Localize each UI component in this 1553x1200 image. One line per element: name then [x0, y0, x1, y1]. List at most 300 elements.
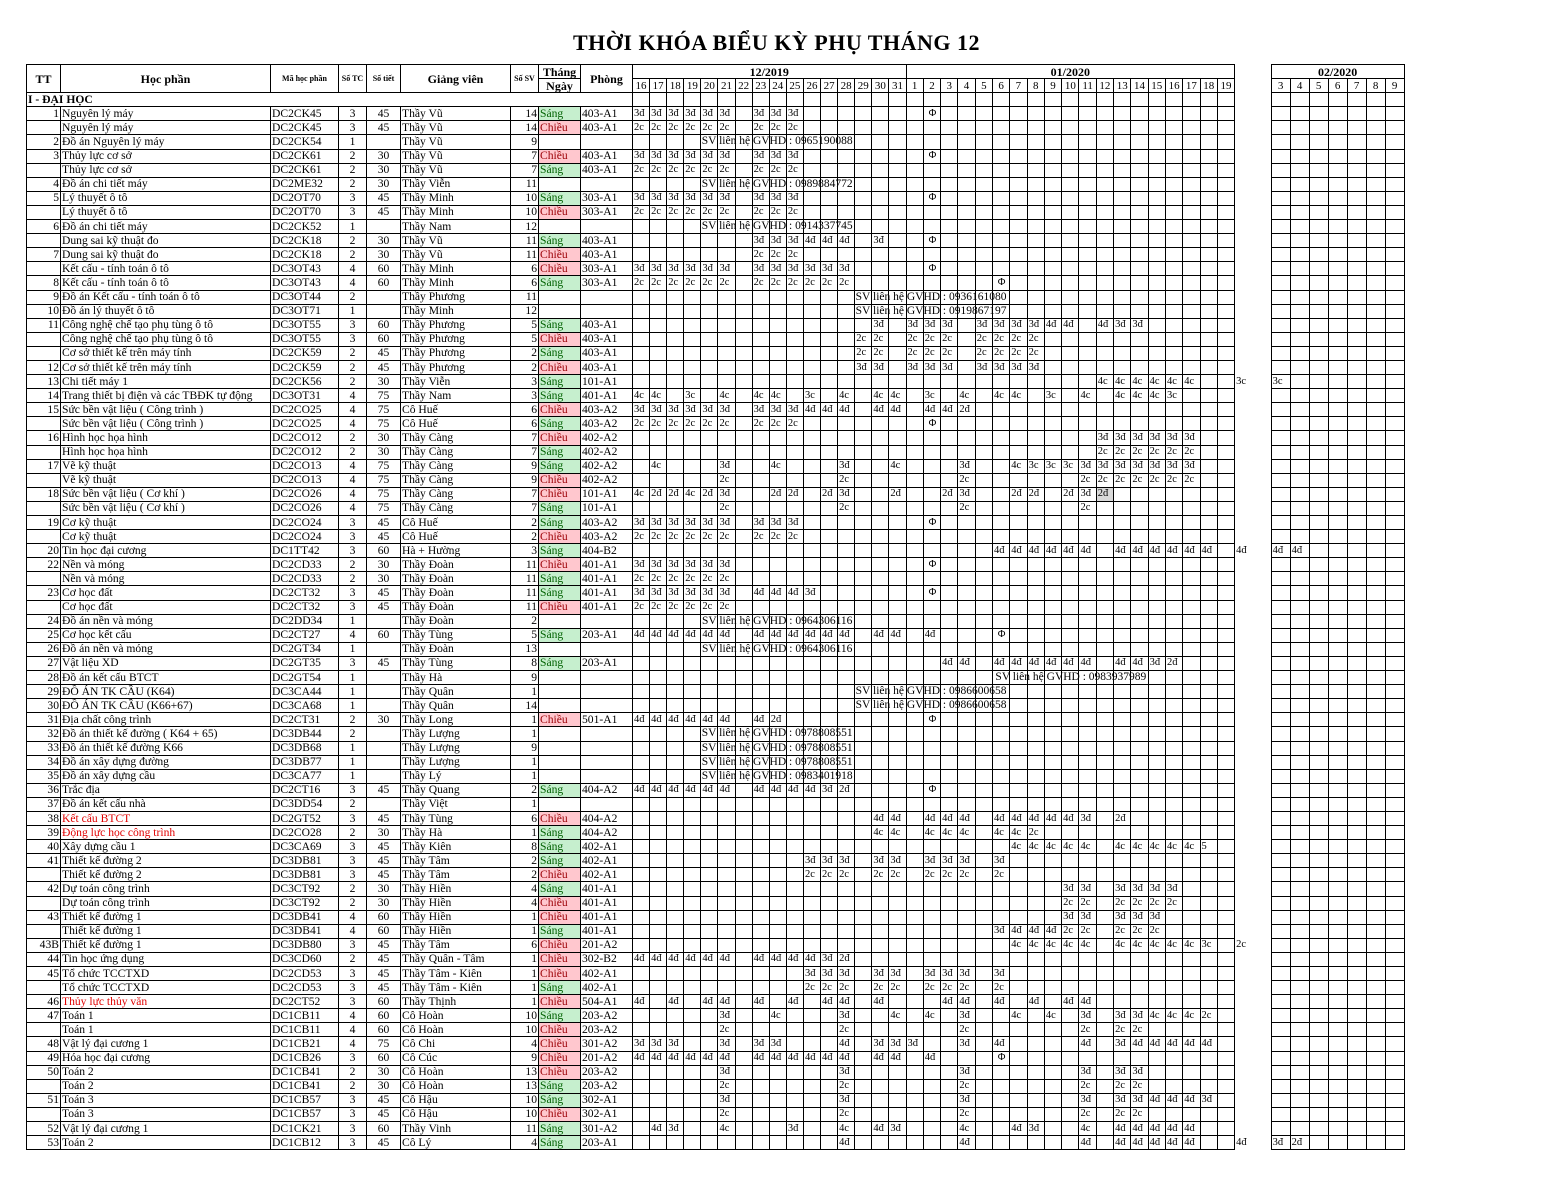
day-cell	[1200, 163, 1217, 177]
day-cell	[1200, 642, 1217, 656]
day-cell	[855, 995, 872, 1009]
day-cell	[1062, 642, 1079, 656]
day-cell	[923, 276, 940, 290]
day-cell	[735, 1093, 752, 1107]
day-cell	[1347, 220, 1366, 234]
day-cell	[803, 107, 820, 121]
day-cell	[769, 304, 786, 318]
day-cell-session: 4c	[1044, 938, 1061, 952]
day-cell	[1114, 868, 1131, 882]
day-cell	[1290, 318, 1309, 332]
day-cell	[1010, 220, 1027, 234]
day-cell	[1200, 755, 1217, 769]
day-cell	[633, 1023, 650, 1037]
day-cell	[1044, 417, 1061, 431]
day-cell	[1271, 642, 1290, 656]
row-session: Sáng	[539, 163, 581, 177]
day-cell	[1290, 840, 1309, 854]
table-row	[27, 205, 1405, 219]
day-cell	[1010, 516, 1027, 530]
day-cell	[684, 501, 701, 515]
day-cell	[1347, 1065, 1366, 1079]
day-cell	[889, 93, 906, 107]
day-cell	[650, 741, 667, 755]
day-cell	[889, 1079, 906, 1093]
day-cell	[735, 854, 752, 868]
day-cell	[1165, 487, 1182, 501]
day-cell	[1385, 234, 1404, 248]
day-cell	[923, 93, 940, 107]
row-room: 401-A1	[581, 586, 633, 600]
day-cell-session: 4c	[838, 389, 855, 403]
row-students: 6	[511, 938, 539, 952]
day-cell-session: 3đ	[650, 558, 667, 572]
row-students: 1	[511, 727, 539, 741]
day-cell	[1217, 981, 1234, 995]
day-cell	[1079, 276, 1096, 290]
day-cell	[1096, 403, 1113, 417]
day-cell	[803, 910, 820, 924]
day-cell	[1200, 121, 1217, 135]
col-so-tc: Số TC	[339, 65, 367, 93]
row-course-code: DC2GT35	[271, 656, 339, 670]
day-cell	[1200, 981, 1217, 995]
day-cell	[1183, 220, 1200, 234]
day-cell	[1044, 769, 1061, 783]
table-row	[27, 1079, 1405, 1093]
day-cell	[769, 699, 786, 713]
day-cell	[803, 205, 820, 219]
day-cell-session: 4đ	[889, 1051, 906, 1065]
day-cell-session: 2c	[786, 248, 803, 262]
day-cell	[1217, 586, 1234, 600]
row-credits: 2	[339, 896, 367, 910]
day-cell	[1217, 826, 1234, 840]
day-cell-session: 2c	[650, 600, 667, 614]
day-cell	[701, 248, 718, 262]
day-cell	[667, 840, 684, 854]
day-cell	[1148, 487, 1165, 501]
day-cell	[941, 445, 958, 459]
day-cell-session: 3đ	[633, 149, 650, 163]
day-cell	[838, 713, 855, 727]
day-cell-session: 2c	[650, 572, 667, 586]
day-cell	[1044, 149, 1061, 163]
row-room	[581, 755, 633, 769]
day-cell	[1010, 121, 1027, 135]
day-cell-session: 4đ	[992, 544, 1009, 558]
day-cell	[1309, 276, 1328, 290]
day-cell-session: 4đ	[1027, 656, 1044, 670]
row-session: Chiều	[539, 262, 581, 276]
table-row	[27, 107, 1405, 121]
day-cell	[1183, 234, 1200, 248]
row-tt: 7	[27, 248, 61, 262]
day-cell	[1114, 403, 1131, 417]
day-cell-session: 4c	[1165, 1009, 1182, 1023]
day-cell	[735, 544, 752, 558]
row-course-name: Đồ án thiết kế đường ( K64 + 65)	[61, 727, 271, 741]
day-cell	[1165, 769, 1182, 783]
day-cell	[975, 1065, 992, 1079]
day-cell	[786, 981, 803, 995]
row-students: 10	[511, 191, 539, 205]
day-cell	[906, 1065, 923, 1079]
day-cell	[1385, 1037, 1404, 1051]
day-cell	[1062, 1079, 1079, 1093]
day-cell-session: 2đ	[1114, 811, 1131, 825]
day-cell-session: 4đ	[752, 628, 769, 642]
day-cell	[701, 1065, 718, 1079]
day-cell-session: 2c	[769, 205, 786, 219]
day-cell	[1131, 121, 1148, 135]
day-cell-session: 3đ	[667, 262, 684, 276]
day-cell	[1010, 1136, 1027, 1150]
day-cell	[1200, 360, 1217, 374]
row-session	[539, 290, 581, 304]
day-cell-session: 4c	[1131, 938, 1148, 952]
day-cell	[1217, 938, 1234, 952]
day-cell	[1062, 177, 1079, 191]
day-cell-session: 4đ	[992, 656, 1009, 670]
day-cell	[1079, 431, 1096, 445]
row-session	[539, 671, 581, 685]
row-course-code: DC1CB41	[271, 1065, 339, 1079]
day-cell	[872, 248, 889, 262]
day-cell	[1347, 516, 1366, 530]
row-room: 201-A2	[581, 1051, 633, 1065]
day-cell-session: 3đ	[667, 403, 684, 417]
day-cell-session: 3đ	[821, 854, 838, 868]
day-cell	[1148, 685, 1165, 699]
day-cell	[1385, 332, 1404, 346]
day-cell-session: 2c	[684, 276, 701, 290]
day-cell	[1217, 487, 1234, 501]
day-cell-session: 4đ	[1062, 656, 1079, 670]
row-course-code: DC2CO12	[271, 445, 339, 459]
day-cell	[735, 628, 752, 642]
day-cell	[667, 882, 684, 896]
table-row	[27, 685, 1405, 699]
day-cell-session: 3đ	[718, 1009, 735, 1023]
row-course-name: Cơ học kết cấu	[61, 628, 271, 642]
day-cell	[855, 1009, 872, 1023]
row-lecturer: Thầy Đoàn	[401, 642, 511, 656]
day-cell-session: 4c	[1079, 938, 1096, 952]
day-cell	[769, 685, 786, 699]
col-phong: Phòng	[581, 65, 633, 93]
day-cell	[1114, 191, 1131, 205]
day-cell	[735, 924, 752, 938]
day-cell-session: 2c	[975, 346, 992, 360]
day-header: 17	[650, 79, 667, 93]
day-cell	[1044, 826, 1061, 840]
day-cell-session: 2c	[718, 530, 735, 544]
day-cell	[1290, 234, 1309, 248]
day-cell	[1347, 1136, 1366, 1150]
day-cell-session: 4đ	[872, 995, 889, 1009]
day-cell	[855, 811, 872, 825]
day-cell	[1309, 1051, 1328, 1065]
day-cell-session: 3đ	[633, 516, 650, 530]
row-students: 3	[511, 544, 539, 558]
day-cell	[1309, 459, 1328, 473]
day-cell	[650, 924, 667, 938]
row-students: 1	[511, 769, 539, 783]
row-lecturer: Thầy Việt	[401, 797, 511, 811]
row-students: 7	[511, 487, 539, 501]
row-lecturer: Thầy Vũ	[401, 121, 511, 135]
day-cell-session: 4đ	[889, 403, 906, 417]
row-course-name: Đồ án Nguyên lý máy	[61, 135, 271, 149]
day-cell-session: 3đ	[667, 558, 684, 572]
day-cell	[821, 558, 838, 572]
day-cell	[1114, 346, 1131, 360]
day-cell	[1183, 614, 1200, 628]
day-cell	[821, 501, 838, 515]
row-students: 7	[511, 163, 539, 177]
day-cell-session: 4đ	[1165, 1136, 1182, 1150]
row-students: 1	[511, 910, 539, 924]
day-cell-session: 2c	[718, 1023, 735, 1037]
day-cell	[1027, 882, 1044, 896]
day-cell	[633, 910, 650, 924]
day-cell	[1183, 1107, 1200, 1121]
day-cell-session: 2c	[718, 473, 735, 487]
day-cell	[1131, 304, 1148, 318]
day-cell	[855, 868, 872, 882]
day-cell	[838, 924, 855, 938]
day-cell	[684, 360, 701, 374]
row-periods: 45	[367, 107, 401, 121]
day-cell	[1385, 840, 1404, 854]
day-cell-session: 2c	[889, 981, 906, 995]
day-cell	[1200, 93, 1217, 107]
day-cell	[1079, 248, 1096, 262]
day-cell	[1096, 1136, 1113, 1150]
day-cell	[855, 459, 872, 473]
day-cell	[1309, 431, 1328, 445]
day-cell	[1290, 163, 1309, 177]
day-cell-session: 3đ	[786, 107, 803, 121]
day-cell	[1309, 1079, 1328, 1093]
day-cell	[1200, 107, 1217, 121]
row-tt: 23	[27, 586, 61, 600]
day-cell	[718, 882, 735, 896]
day-cell	[1165, 741, 1182, 755]
day-cell	[1235, 1079, 1272, 1093]
day-cell	[1027, 713, 1044, 727]
row-tt	[27, 1107, 61, 1121]
row-session: Chiều	[539, 1107, 581, 1121]
row-tt: 9	[27, 290, 61, 304]
day-cell	[821, 445, 838, 459]
day-cell	[735, 107, 752, 121]
day-cell	[975, 854, 992, 868]
day-cell	[1290, 403, 1309, 417]
day-cell	[906, 938, 923, 952]
day-cell	[1010, 797, 1027, 811]
day-cell	[701, 93, 718, 107]
day-cell	[872, 882, 889, 896]
day-cell	[1165, 1023, 1182, 1037]
day-cell	[1096, 783, 1113, 797]
day-cell	[1271, 1093, 1290, 1107]
day-cell	[650, 318, 667, 332]
day-cell	[786, 840, 803, 854]
day-cell-session: 2c	[855, 332, 872, 346]
day-cell	[633, 755, 650, 769]
day-cell	[701, 473, 718, 487]
day-cell	[1044, 332, 1061, 346]
day-cell	[1062, 854, 1079, 868]
day-cell-session: 2c	[1131, 1023, 1148, 1037]
day-cell	[701, 290, 718, 304]
day-cell	[906, 417, 923, 431]
day-cell	[1183, 656, 1200, 670]
day-cell	[769, 93, 786, 107]
day-cell-session: 2đ	[769, 487, 786, 501]
day-cell	[769, 910, 786, 924]
day-cell-session: 2c	[992, 332, 1009, 346]
day-cell-session: 4c	[1027, 938, 1044, 952]
day-cell	[1131, 487, 1148, 501]
day-cell	[633, 882, 650, 896]
row-lecturer: Hà + Hường	[401, 544, 511, 558]
day-cell	[1148, 755, 1165, 769]
day-cell-session: 4đ	[923, 1051, 940, 1065]
day-cell	[1328, 220, 1347, 234]
day-cell	[872, 375, 889, 389]
day-cell	[735, 558, 752, 572]
day-cell	[838, 572, 855, 586]
day-cell-session: 4c	[1131, 389, 1148, 403]
row-course-code: DC1CB21	[271, 1037, 339, 1051]
day-cell	[958, 614, 975, 628]
day-cell	[667, 473, 684, 487]
day-cell	[803, 671, 820, 685]
day-cell-session: 2đ	[1165, 656, 1182, 670]
day-cell	[975, 797, 992, 811]
day-cell	[684, 304, 701, 318]
day-cell	[1290, 600, 1309, 614]
day-cell	[889, 220, 906, 234]
day-cell	[735, 304, 752, 318]
day-cell	[1148, 868, 1165, 882]
day-cell	[1096, 360, 1113, 374]
day-cell-session: 4đ	[684, 952, 701, 966]
day-cell-session: 4đ	[1010, 924, 1027, 938]
table-row	[27, 896, 1405, 910]
day-cell	[667, 656, 684, 670]
day-cell	[1148, 501, 1165, 515]
day-cell	[684, 1107, 701, 1121]
day-cell-session: 3đ	[1027, 1122, 1044, 1136]
day-gap	[1235, 79, 1272, 93]
day-cell	[1183, 952, 1200, 966]
day-cell	[1347, 840, 1366, 854]
row-tt: 1	[27, 107, 61, 121]
day-cell	[1062, 220, 1079, 234]
day-cell-session: 2c	[667, 276, 684, 290]
day-cell	[855, 487, 872, 501]
day-cell	[889, 375, 906, 389]
row-students: 2	[511, 783, 539, 797]
day-cell	[975, 262, 992, 276]
day-cell	[735, 121, 752, 135]
day-cell	[855, 840, 872, 854]
table-row	[27, 191, 1405, 205]
row-periods: 45	[367, 783, 401, 797]
day-cell	[1217, 375, 1234, 389]
day-cell	[1217, 910, 1234, 924]
day-cell	[1385, 952, 1404, 966]
day-cell	[1366, 1122, 1385, 1136]
day-cell	[735, 205, 752, 219]
day-cell	[752, 868, 769, 882]
day-cell	[786, 868, 803, 882]
row-tt: 38	[27, 811, 61, 825]
row-tt: 45	[27, 967, 61, 981]
day-cell	[1309, 685, 1328, 699]
day-cell-session: 2c	[992, 346, 1009, 360]
day-cell-session: 2c	[701, 163, 718, 177]
row-lecturer: Thầy Minh	[401, 262, 511, 276]
day-cell	[701, 910, 718, 924]
day-cell	[1217, 1023, 1234, 1037]
day-cell	[941, 713, 958, 727]
day-cell	[1290, 628, 1309, 642]
day-cell	[650, 1009, 667, 1023]
row-lecturer: Thầy Hiền	[401, 910, 511, 924]
day-cell	[1309, 1136, 1328, 1150]
day-cell	[1200, 910, 1217, 924]
day-cell	[992, 220, 1009, 234]
day-cell	[1347, 177, 1366, 191]
day-cell	[923, 741, 940, 755]
day-cell-session: 3c	[1200, 938, 1217, 952]
day-cell-session: 3đ	[1079, 811, 1096, 825]
day-cell	[1010, 952, 1027, 966]
day-cell	[1347, 713, 1366, 727]
day-cell	[1010, 995, 1027, 1009]
day-cell	[701, 375, 718, 389]
day-cell	[838, 938, 855, 952]
day-header: 22	[735, 79, 752, 93]
day-cell	[838, 544, 855, 558]
day-cell	[1217, 1079, 1234, 1093]
day-cell	[803, 530, 820, 544]
day-cell	[769, 840, 786, 854]
row-course-code: DC2CT32	[271, 586, 339, 600]
day-cell-session: 2c	[633, 276, 650, 290]
day-cell	[906, 234, 923, 248]
day-cell	[1148, 346, 1165, 360]
row-room	[581, 220, 633, 234]
day-cell	[1200, 614, 1217, 628]
day-cell	[1010, 1107, 1027, 1121]
row-room: 403-A2	[581, 417, 633, 431]
day-cell	[855, 938, 872, 952]
day-cell	[1165, 572, 1182, 586]
day-cell	[1165, 149, 1182, 163]
row-lecturer: Thầy Nam	[401, 220, 511, 234]
day-cell	[1235, 276, 1272, 290]
day-cell-session: 2đ	[769, 713, 786, 727]
day-cell	[803, 938, 820, 952]
day-cell	[735, 938, 752, 952]
day-cell-session: 3đ	[1271, 1136, 1290, 1150]
